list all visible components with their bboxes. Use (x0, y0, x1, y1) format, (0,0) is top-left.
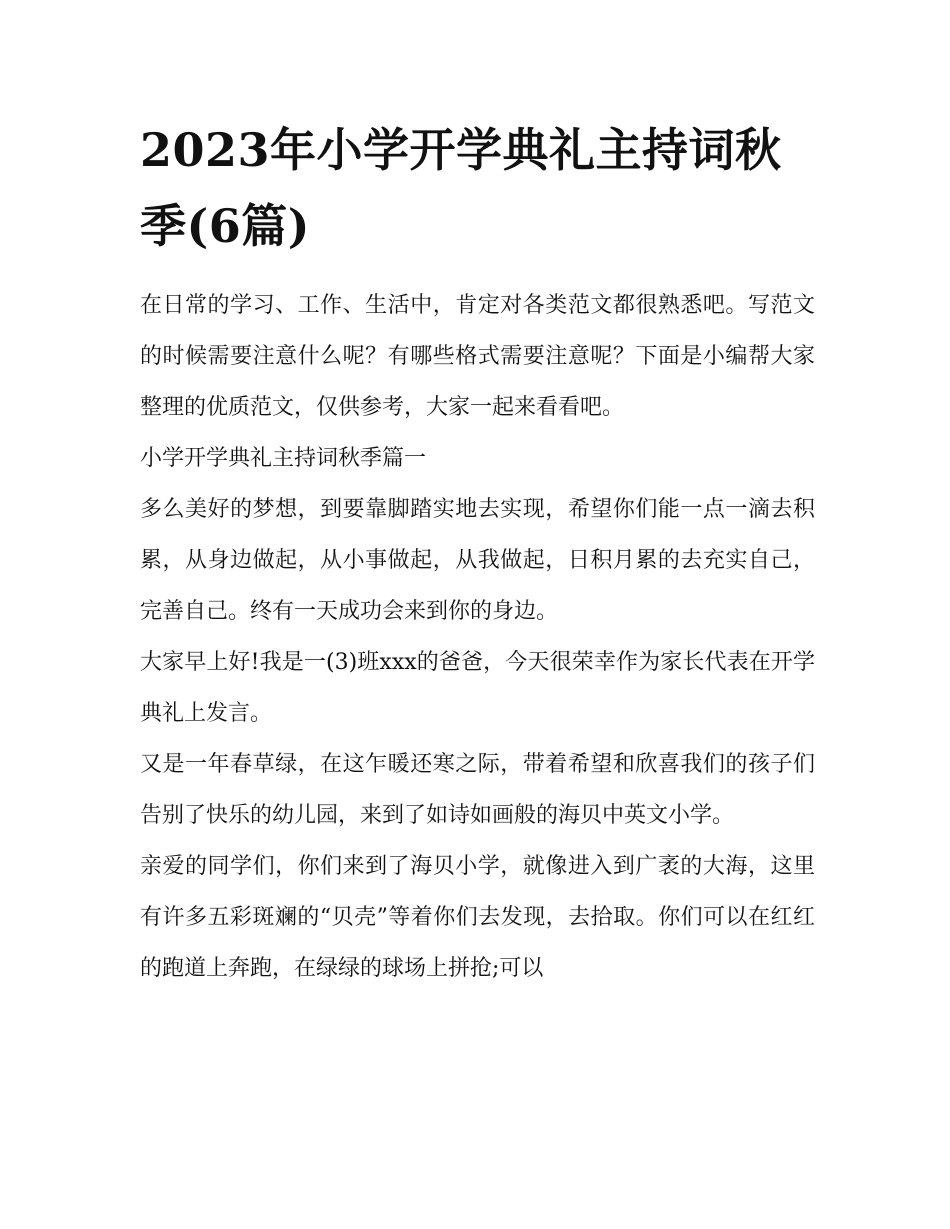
document-page (140, 112, 815, 994)
intro-paragraph: 在日常的学习、工作、生活中，肯定对各类范文都很熟悉吧。写范文的时候需要注意什么呢？有哪些格式需要注意呢？下面是小编帮大家整理的优质范文，仅供参考，大家一起来看看吧。 (140, 293, 815, 420)
body-paragraph: 又是一年春草绿，在这乍暖还寒之际，带着希望和欣喜我们的孩子们告别了快乐的幼儿园，来到了如诗如画般的海贝中英文小学。 (140, 752, 815, 828)
body-paragraph: 多么美好的梦想，到要靠脚踏实地去实现，希望你们能一点一滴去积累，从身边做起，从小事做起，从我做起，日积月累的去充实自己，完善自己。终有一天成功会来到你的身边。 (140, 497, 815, 624)
document-title: 2023年小学开学典礼主持词秋季(6篇) (140, 123, 782, 253)
body-paragraph: 大家早上好!我是一(3)班xxx的爸爸，今天很荣幸作为家长代表在开学典礼上发言。 (140, 650, 815, 726)
body-paragraph: 亲爱的同学们，你们来到了海贝小学，就像进入到广袤的大海，这里有许多五彩斑斓的“贝壳”等着你们去发现，去拾取。你们可以在红红的跑道上奔跑，在绿绿的球场上拼抢;可以 (140, 854, 815, 981)
section-heading: 小学开学典礼主持词秋季篇一 (140, 446, 427, 471)
